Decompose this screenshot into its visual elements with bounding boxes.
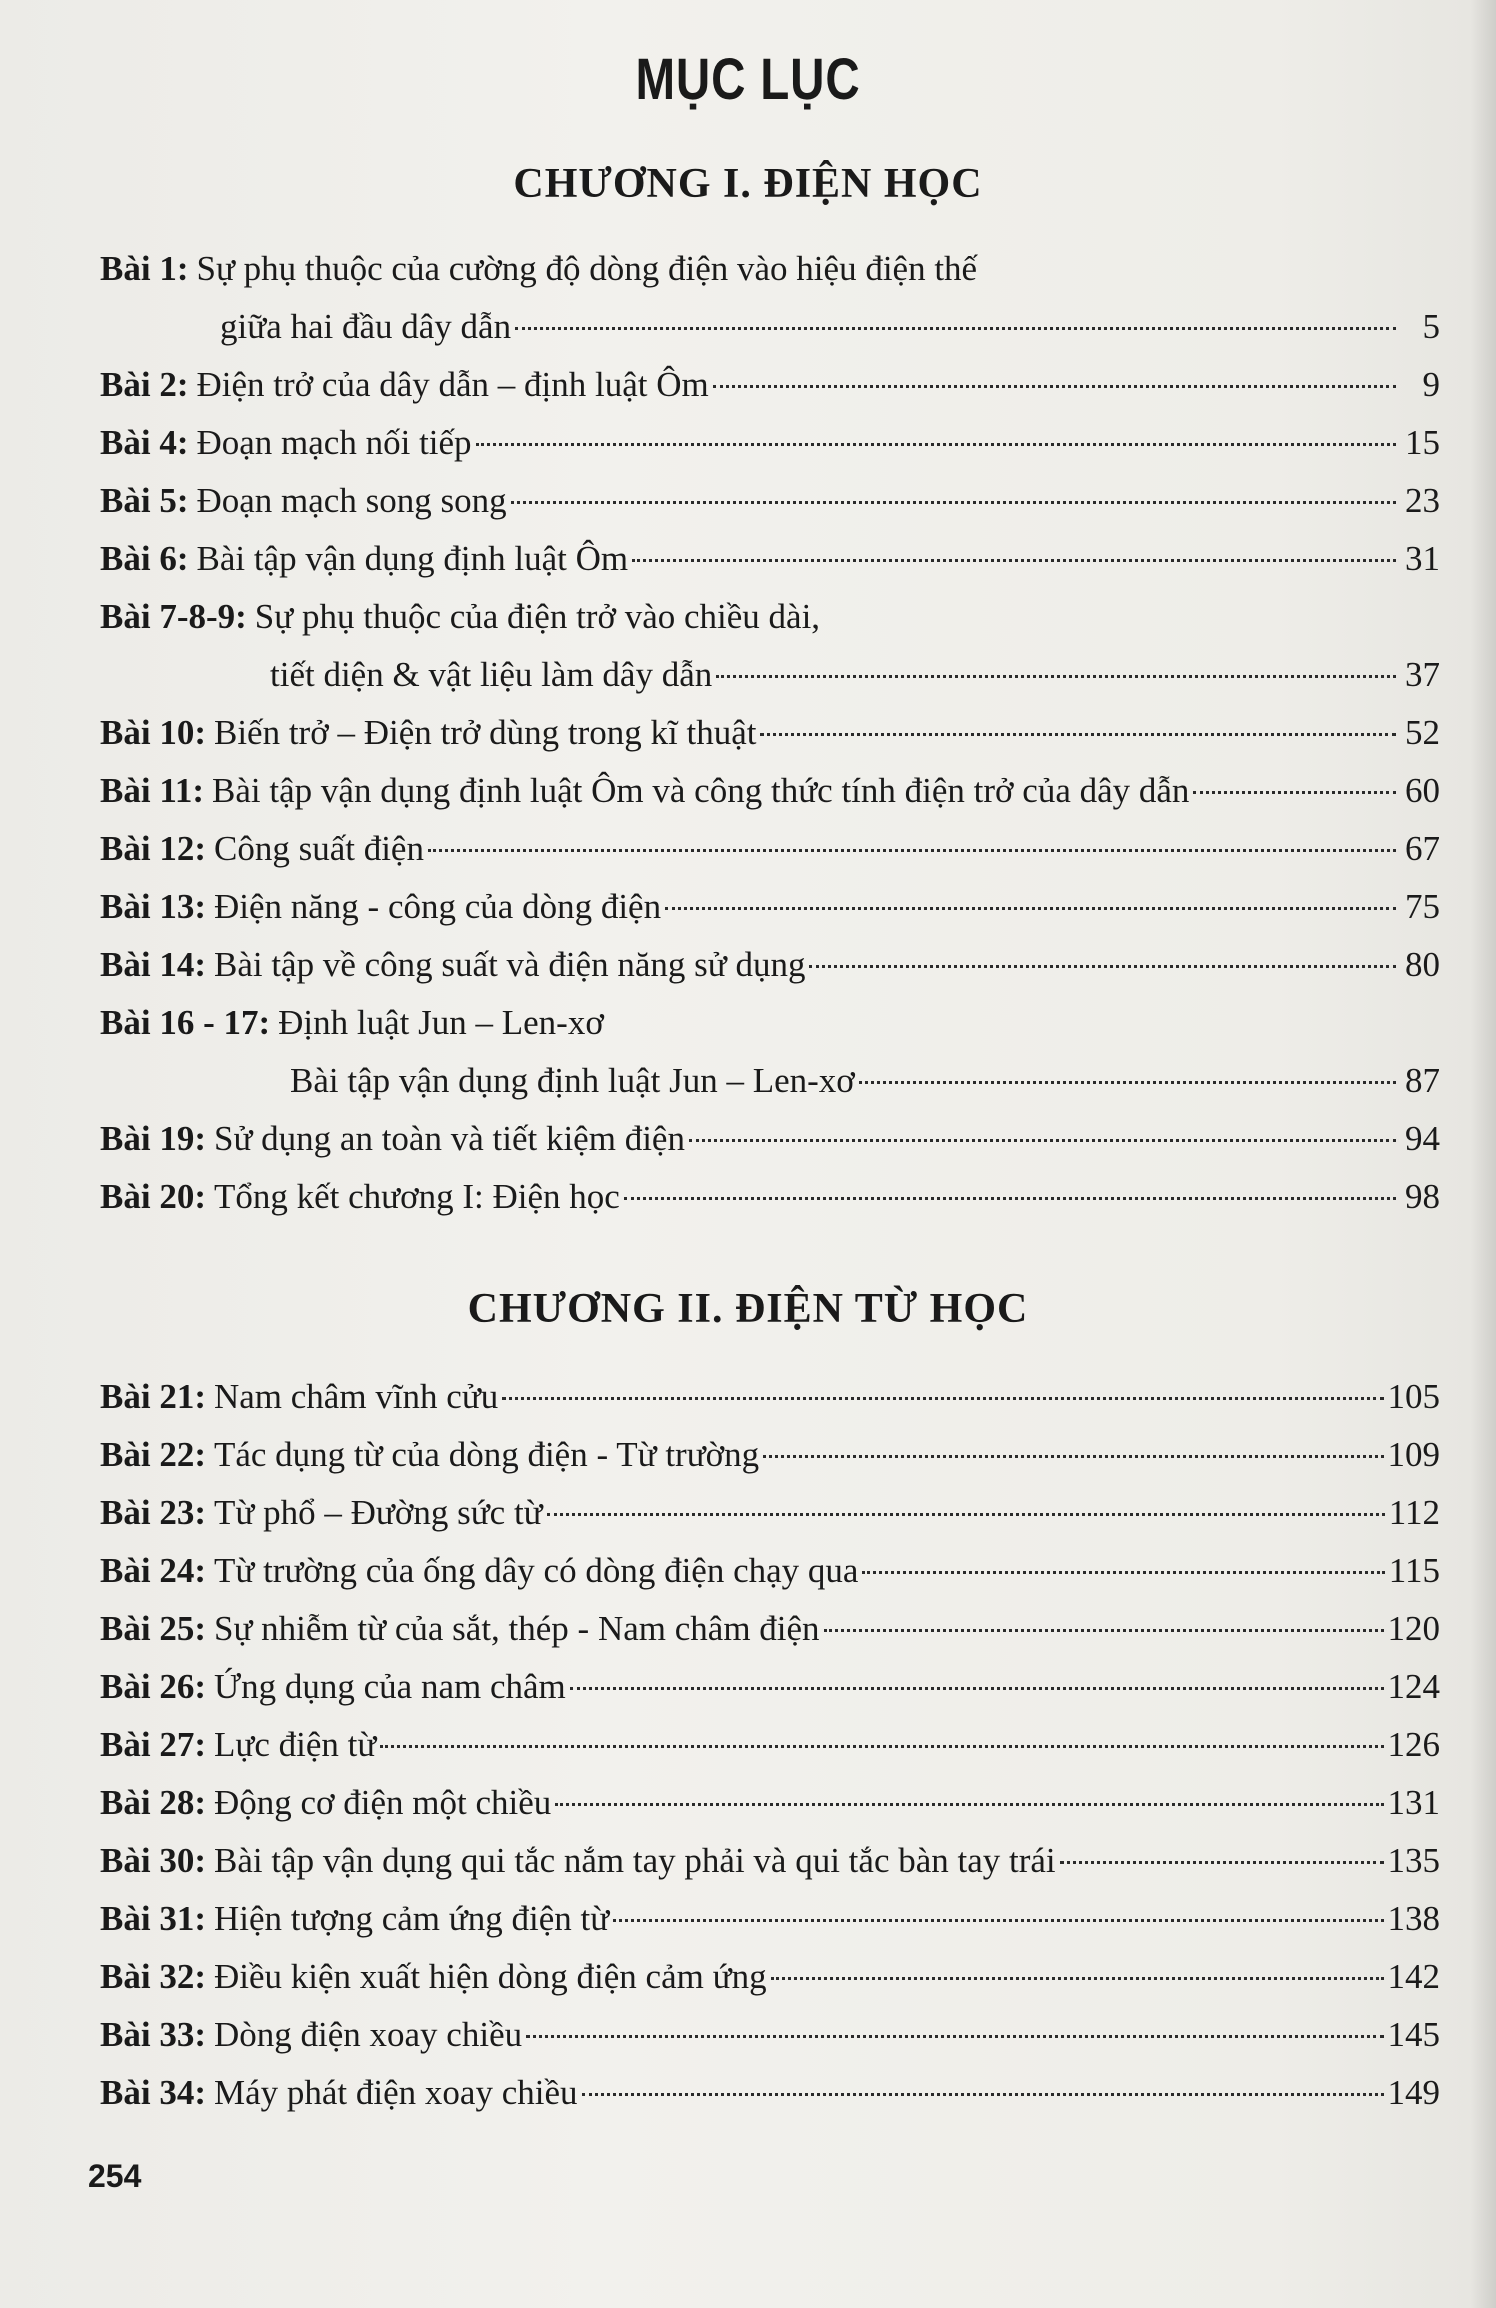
lesson-number: Bài 11: <box>100 771 205 810</box>
lesson-page: 80 <box>1405 945 1440 984</box>
lesson-page: 98 <box>1405 1177 1440 1216</box>
leader-dots <box>771 1977 1384 1980</box>
lesson-title: Định luật Jun – Len-xơ <box>278 1003 604 1042</box>
leader-dots <box>624 1197 1396 1200</box>
lesson-title: Sự phụ thuộc của cường độ dòng điện vào hiệu điện thế <box>196 249 978 288</box>
toc-entry <box>100 1658 1440 1716</box>
lesson-number: Bài 10: <box>100 713 206 752</box>
lesson-title: Dòng điện xoay chiều <box>213 2015 523 2054</box>
lesson-title: Sử dụng an toàn và tiết kiệm điện <box>213 1119 685 1158</box>
lesson-number: Bài 30: <box>100 1841 206 1880</box>
toc-entry <box>100 936 1440 994</box>
lesson-number: Bài 14: <box>100 945 206 984</box>
lesson-page: 149 <box>1387 2073 1440 2112</box>
leader-dots <box>428 849 1396 852</box>
leader-dots <box>689 1139 1396 1142</box>
leader-dots <box>502 1397 1383 1400</box>
leader-dots <box>511 501 1396 504</box>
leader-dots <box>763 1455 1383 1458</box>
lesson-title: Từ phổ – Đường sức từ <box>213 1493 543 1532</box>
toc-entry <box>100 1426 1440 1484</box>
toc-entry <box>100 1600 1440 1658</box>
leader-dots <box>716 675 1396 678</box>
lesson-number: Bài 25: <box>100 1609 206 1648</box>
lesson-number: Bài 13: <box>100 887 206 926</box>
lesson-title: Bài tập vận dụng định luật Ôm <box>196 539 629 578</box>
toc-entry <box>100 472 1440 530</box>
lesson-title: Sự nhiễm từ của sắt, thép - Nam châm điện <box>213 1609 820 1648</box>
leader-dots <box>859 1081 1396 1084</box>
leader-dots <box>862 1571 1384 1574</box>
lesson-title: Từ trường của ống dây có dòng điện chạy qua <box>213 1551 859 1590</box>
lesson-number: Bài 7-8-9: <box>100 597 247 636</box>
page-title: MỤC LỤC <box>635 47 861 112</box>
leader-dots <box>613 1919 1383 1922</box>
lesson-title: Điện trở của dây dẫn – định luật Ôm <box>196 365 709 404</box>
leader-dots <box>1193 791 1396 794</box>
toc-entry <box>100 1832 1440 1890</box>
toc-list-chapter-2 <box>100 1368 1440 2122</box>
lesson-number: Bài 1: <box>100 249 189 288</box>
lesson-page: 52 <box>1405 713 1440 752</box>
lesson-page: 115 <box>1388 1551 1440 1590</box>
lesson-title: Hiện tượng cảm ứng điện từ <box>213 1899 610 1938</box>
lesson-page: 126 <box>1387 1725 1440 1764</box>
lesson-page: 124 <box>1387 1667 1440 1706</box>
lesson-number: Bài 31: <box>100 1899 206 1938</box>
leader-dots <box>570 1687 1384 1690</box>
leader-dots <box>632 559 1396 562</box>
lesson-page: 120 <box>1387 1609 1440 1648</box>
lesson-title: Bài tập vận dụng qui tắc nắm tay phải và qui tắc bàn tay trái <box>213 1841 1056 1880</box>
lesson-page: 37 <box>1405 655 1440 694</box>
lesson-page: 138 <box>1387 1899 1440 1938</box>
leader-dots <box>809 965 1396 968</box>
lesson-title: Máy phát điện xoay chiều <box>213 2073 578 2112</box>
chapter-heading: CHƯƠNG II. ĐIỆN TỪ HỌC <box>467 1286 1029 1332</box>
lesson-title: Lực điện từ <box>213 1725 377 1764</box>
lesson-page: 135 <box>1387 1841 1440 1880</box>
toc-entry <box>100 1542 1440 1600</box>
lesson-page: 5 <box>1422 307 1440 346</box>
toc-entry <box>100 820 1440 878</box>
lesson-page: 105 <box>1387 1377 1440 1416</box>
lesson-number: Bài 23: <box>100 1493 206 1532</box>
lesson-number: Bài 32: <box>100 1957 206 1996</box>
leader-dots <box>824 1629 1384 1632</box>
lesson-title: Bài tập vận dụng định luật Jun – Len-xơ <box>290 1061 855 1100</box>
lesson-page: 142 <box>1387 1957 1440 1996</box>
lesson-title: Điện năng - công của dòng điện <box>213 887 662 926</box>
lesson-number: Bài 2: <box>100 365 189 404</box>
toc-entry <box>100 762 1440 820</box>
lesson-page: 15 <box>1405 423 1440 462</box>
lesson-title: Ứng dụng của nam châm <box>213 1667 566 1706</box>
lesson-title: Bài tập vận dụng định luật Ôm và công thức tính điện trở của dây dẫn <box>212 771 1190 810</box>
toc-entry <box>100 878 1440 936</box>
toc-entry <box>100 1168 1440 1226</box>
page-number: 254 <box>88 2158 142 2194</box>
leader-dots <box>547 1513 1385 1516</box>
lesson-title: Đoạn mạch song song <box>196 481 507 520</box>
toc-entry <box>100 1774 1440 1832</box>
toc-entry <box>100 994 1440 1052</box>
lesson-page: 109 <box>1387 1435 1440 1474</box>
toc-entry <box>100 1890 1440 1948</box>
toc-entry <box>100 704 1440 762</box>
leader-dots <box>380 1745 1383 1748</box>
toc-entry <box>100 240 1440 298</box>
toc-entry <box>100 1948 1440 2006</box>
leader-dots <box>760 733 1396 736</box>
lesson-page: 112 <box>1388 1493 1440 1532</box>
toc-entry <box>100 1716 1440 1774</box>
lesson-title: Tác dụng từ của dòng điện - Từ trường <box>213 1435 760 1474</box>
toc-entry-continuation <box>100 1052 1440 1110</box>
lesson-number: Bài 24: <box>100 1551 206 1590</box>
lesson-page: 67 <box>1405 829 1440 868</box>
lesson-number: Bài 5: <box>100 481 189 520</box>
chapter-heading: CHƯƠNG I. ĐIỆN HỌC <box>513 161 983 207</box>
leader-dots <box>1060 1861 1384 1864</box>
lesson-number: Bài 4: <box>100 423 189 462</box>
lesson-number: Bài 16 - 17: <box>100 1003 271 1042</box>
lesson-page: 94 <box>1405 1119 1440 1158</box>
lesson-page: 60 <box>1405 771 1440 810</box>
lesson-number: Bài 26: <box>100 1667 206 1706</box>
lesson-number: Bài 34: <box>100 2073 206 2112</box>
toc-entry <box>100 588 1440 646</box>
lesson-number: Bài 28: <box>100 1783 206 1822</box>
toc-entry-continuation <box>100 298 1440 356</box>
leader-dots <box>713 385 1396 388</box>
leader-dots <box>665 907 1396 910</box>
lesson-page: 131 <box>1387 1783 1440 1822</box>
toc-entry <box>100 1484 1440 1542</box>
lesson-title: Công suất điện <box>213 829 424 868</box>
lesson-title: Biến trở – Điện trở dùng trong kĩ thuật <box>213 713 757 752</box>
lesson-number: Bài 19: <box>100 1119 206 1158</box>
lesson-page: 31 <box>1405 539 1440 578</box>
lesson-number: Bài 12: <box>100 829 206 868</box>
lesson-title: Tổng kết chương I: Điện học <box>213 1177 620 1216</box>
lesson-title: giữa hai đầu dây dẫn <box>220 307 512 346</box>
lesson-title: Nam châm vĩnh cửu <box>213 1377 499 1416</box>
lesson-page: 87 <box>1405 1061 1440 1100</box>
lesson-page: 145 <box>1387 2015 1440 2054</box>
toc-list-chapter-1 <box>100 240 1440 1226</box>
lesson-number: Bài 27: <box>100 1725 206 1764</box>
leader-dots <box>526 2035 1383 2038</box>
toc-entry <box>100 1368 1440 1426</box>
toc-entry <box>100 530 1440 588</box>
leader-dots <box>476 443 1396 446</box>
lesson-number: Bài 20: <box>100 1177 206 1216</box>
lesson-page: 75 <box>1405 887 1440 926</box>
lesson-number: Bài 33: <box>100 2015 206 2054</box>
lesson-page: 23 <box>1405 481 1440 520</box>
toc-entry <box>100 414 1440 472</box>
toc-entry <box>100 1110 1440 1168</box>
lesson-number: Bài 6: <box>100 539 189 578</box>
toc-entry <box>100 2006 1440 2064</box>
lesson-page: 9 <box>1422 365 1440 404</box>
lesson-title: tiết diện & vật liệu làm dây dẫn <box>270 655 713 694</box>
leader-dots <box>515 327 1396 330</box>
lesson-title: Bài tập về công suất và điện năng sử dụng <box>213 945 806 984</box>
leader-dots <box>582 2093 1384 2096</box>
lesson-number: Bài 21: <box>100 1377 206 1416</box>
lesson-title: Động cơ điện một chiều <box>213 1783 552 1822</box>
lesson-number: Bài 22: <box>100 1435 206 1474</box>
leader-dots <box>555 1803 1383 1806</box>
lesson-title: Đoạn mạch nối tiếp <box>196 423 472 462</box>
lesson-title: Sự phụ thuộc của điện trở vào chiều dài, <box>254 597 821 636</box>
toc-entry <box>100 356 1440 414</box>
toc-entry <box>100 2064 1440 2122</box>
page-edge-shadow <box>1470 0 1496 2308</box>
lesson-title: Điều kiện xuất hiện dòng điện cảm ứng <box>213 1957 767 1996</box>
toc-entry-continuation <box>100 646 1440 704</box>
